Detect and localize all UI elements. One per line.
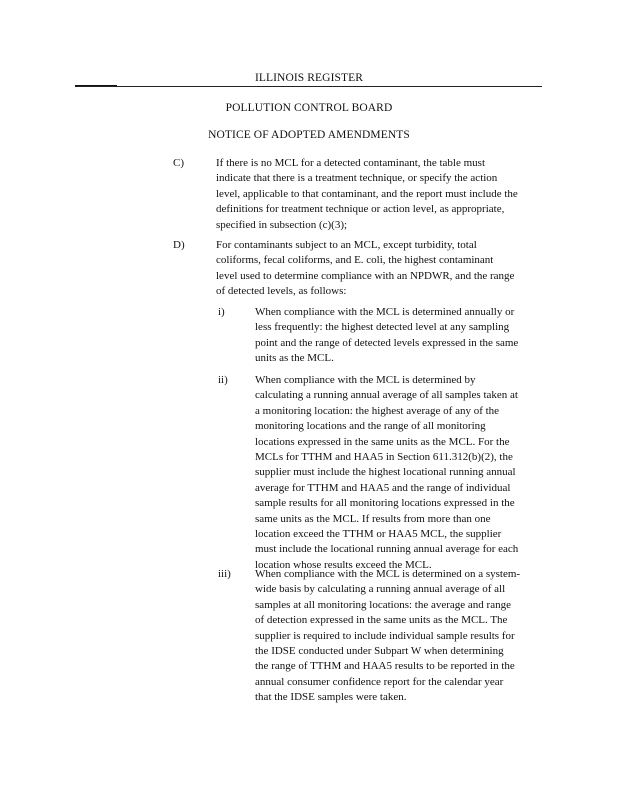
board-title: POLLUTION CONTROL BOARD xyxy=(225,102,393,114)
text-line: When compliance with the MCL is determined by xyxy=(255,374,476,386)
text-line: same units as the MCL. If results from more than one xyxy=(255,512,491,525)
text-line: units as the MCL. xyxy=(255,352,334,365)
text-line: calculating a running annual average of all samples taken at xyxy=(255,389,518,402)
text-line: level, applicable to that contaminant, and the report must include the xyxy=(216,187,518,200)
text-line: If there is no MCL for a detected contaminant, the table must xyxy=(216,157,486,169)
text-line: that the IDSE samples were taken. xyxy=(255,691,407,704)
text-line: definitions for treatment technique or action level, as appropriate, xyxy=(216,203,505,216)
text-line: MCLs for TTHM and HAA5 in Section 611.312(b)(2), the xyxy=(255,451,513,464)
item-ii-label: ii) xyxy=(218,374,228,386)
text-line: specified in subsection (c)(3); xyxy=(216,218,348,231)
item-i-label: i) xyxy=(218,306,225,318)
text-line: When compliance with the MCL is determined annually or xyxy=(255,306,515,318)
item-d-text xyxy=(216,238,514,300)
item-d-label: D) xyxy=(173,239,185,251)
text-line: locations expressed in the same units as the MCL. For the xyxy=(255,435,510,448)
text-line: sample results for all monitoring locations expressed in the xyxy=(255,497,515,510)
text-line: location exceed the TTHM or HAA5 MCL, the supplier xyxy=(255,528,502,541)
text-line: indicate that there is a treatment technique, or specify the action xyxy=(216,172,498,185)
item-i-text xyxy=(255,305,518,367)
text-line: samples at all monitoring locations: the average and range xyxy=(255,598,511,611)
item-iii-text xyxy=(255,567,520,706)
text-line: less frequently: the highest detected level at any sampling xyxy=(255,321,510,334)
text-line: average for TTHM and HAA5 and the range of individual xyxy=(255,481,511,494)
text-line: of detection expressed in the same units as the MCL. The xyxy=(255,614,508,627)
text-line: annual consumer confidence report for the calendar year xyxy=(255,675,504,688)
notice-title: NOTICE OF ADOPTED AMENDMENTS xyxy=(208,129,410,141)
text-line: of detected levels, as follows: xyxy=(216,285,347,298)
text-line: point and the range of detected levels expressed in the same xyxy=(255,336,519,349)
text-line: the range of TTHM and HAA5 results to be reported in the xyxy=(255,660,515,673)
text-line: location whose results exceed the MCL. xyxy=(255,558,432,571)
text-line: For contaminants subject to an MCL, except turbidity, total xyxy=(216,239,477,251)
text-line: When compliance with the MCL is determined on a system- xyxy=(255,568,521,580)
text-line: the IDSE conducted under Subpart W when determining xyxy=(255,645,504,658)
text-line: coliforms, fecal coliforms, and E. coli, the highest contaminant xyxy=(216,254,494,267)
text-line: wide basis by calculating a running annual average of all xyxy=(255,583,506,596)
item-c-text xyxy=(216,156,518,233)
text-line: supplier is required to include individual sample results for xyxy=(255,629,515,642)
item-ii-text xyxy=(255,373,518,573)
item-iii-label: iii) xyxy=(218,568,231,580)
item-c-label: C) xyxy=(173,157,184,169)
text-line: monitoring locations and the range of all monitoring xyxy=(255,420,486,433)
register-title: ILLINOIS REGISTER xyxy=(254,72,364,84)
text-line: must include the locational running annual average for each xyxy=(255,543,519,556)
text-line: supplier must include the highest locational running annual xyxy=(255,466,516,479)
text-line: level used to determine compliance with an NPDWR, and the range xyxy=(216,269,515,282)
text-line: a monitoring location: the highest average of any of the xyxy=(255,404,500,417)
header-rule xyxy=(75,86,542,87)
